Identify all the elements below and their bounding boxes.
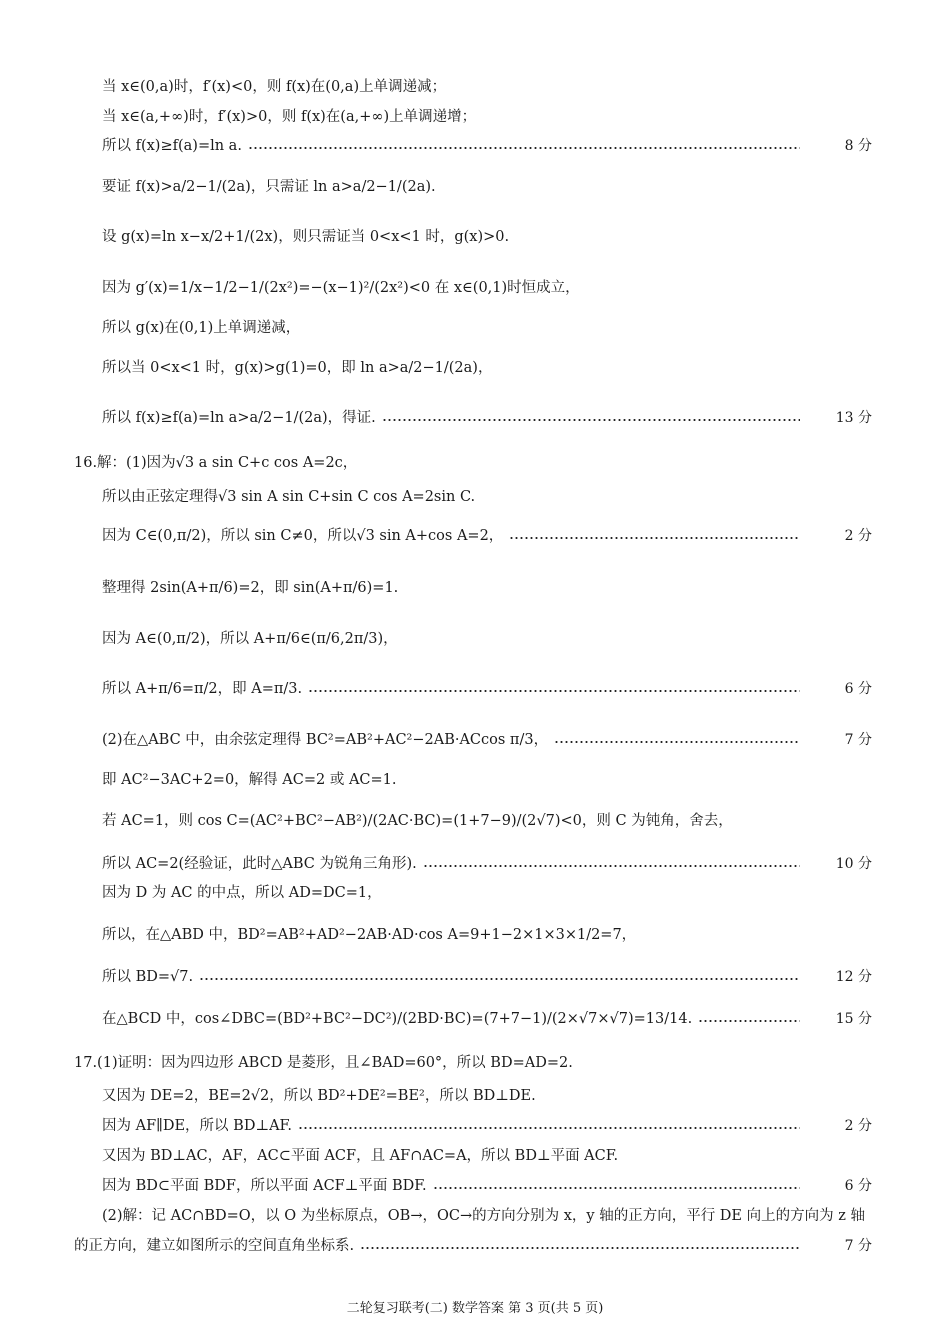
solution-line: [0, 222, 950, 252]
dot-leader: [248, 147, 800, 149]
solution-line: [0, 102, 950, 132]
solution-line: [0, 1141, 950, 1171]
solution-line: [0, 1111, 950, 1141]
score-label: 2 分: [844, 528, 872, 544]
line-text: 16.解：(1)因为√3 a sin C+c cos A=2c，: [74, 455, 358, 471]
line-text: 若 AC=1，则 cos C=(AC²+BC²−AB²)/(2AC·BC)=(1+7−9)/(2√7)<0，则 C 为钝角，舍去，: [102, 813, 733, 829]
line-text: 因为 g′(x)=1/x−1/2−1/(2x²)=−(x−1)²/(2x²)<0 在 x∈(0,1)时恒成立，: [102, 280, 580, 296]
line-text: 所以 A+π/6=π/2，即 A=π/3.: [102, 681, 303, 697]
line-text: 因为 C∈(0,π/2)，所以 sin C≠0，所以√3 sin A+cos A=2，: [102, 528, 504, 544]
solution-line: [0, 765, 950, 795]
solution-line: [0, 624, 950, 654]
line-text: 所以 f(x)≥f(a)=ln a.: [102, 138, 242, 154]
dot-leader: [298, 1127, 800, 1129]
score-label: 12 分: [835, 969, 872, 985]
line-text: 因为 AF∥DE，所以 BD⊥AF.: [102, 1118, 292, 1134]
dot-leader: [698, 1020, 800, 1022]
line-text: 在△BCD 中，cos∠DBC=(BD²+BC²−DC²)/(2BD·BC)=(7+7−1)/(2×√7×√7)=13/14.: [102, 1011, 693, 1027]
line-text: 当 x∈(0,a)时，f′(x)<0，则 f(x)在(0,a)上单调递减；: [102, 79, 447, 95]
line-text: 因为 D 为 AC 的中点，所以 AD=DC=1，: [102, 885, 382, 901]
score-label: 10 分: [835, 856, 872, 872]
score-label: 15 分: [835, 1011, 872, 1027]
line-text: 又因为 DE=2，BE=2√2，所以 BD²+DE²=BE²，所以 BD⊥DE.: [102, 1088, 536, 1104]
solution-line: [0, 1171, 950, 1201]
question-heading: [0, 1048, 950, 1078]
line-text: 整理得 2sin(A+π/6)=2，即 sin(A+π/6)=1.: [102, 580, 399, 596]
solution-line: [0, 131, 950, 161]
solution-line: [0, 1081, 950, 1111]
page-footer: 二轮复习联考(二) 数学答案 第 3 页(共 5 页): [346, 1301, 604, 1316]
dot-leader: [360, 1247, 800, 1249]
line-text: 所以 f(x)≥f(a)=ln a>a/2−1/(2a)，得证.: [102, 410, 376, 426]
line-text: 又因为 BD⊥AC，AF，AC⊂平面 ACF，且 AF∩AC=A，所以 BD⊥平面 ACF.: [102, 1148, 619, 1164]
solution-line: [0, 482, 950, 512]
solution-line: [0, 573, 950, 603]
solution-line: [0, 1231, 950, 1261]
score-label: 7 分: [844, 1238, 872, 1254]
line-text: 当 x∈(a,+∞)时，f′(x)>0，则 f(x)在(a,+∞)上单调递增；: [102, 109, 477, 125]
solution-line: [0, 1201, 950, 1231]
solution-line: [0, 806, 950, 836]
solution-line: [0, 273, 950, 303]
solution-line: [0, 172, 950, 202]
line-text: 设 g(x)=ln x−x/2+1/(2x)，则只需证当 0<x<1 时，g(x)>0.: [102, 229, 510, 245]
line-text: 即 AC²−3AC+2=0，解得 AC=2 或 AC=1.: [102, 772, 397, 788]
line-text: 所以当 0<x<1 时，g(x)>g(1)=0，即 ln a>a/2−1/(2a)，: [102, 360, 493, 376]
score-label: 8 分: [844, 138, 872, 154]
dot-leader: [199, 978, 800, 980]
solution-line: [0, 353, 950, 383]
dot-leader: [382, 419, 800, 421]
line-text: 因为 A∈(0,π/2)，所以 A+π/6∈(π/6,2π/3)，: [102, 631, 398, 647]
solution-line: [0, 849, 950, 879]
solution-line: [0, 521, 950, 551]
line-text: 所以 BD=√7.: [102, 969, 194, 985]
solution-line: [0, 72, 950, 102]
solution-line: [0, 403, 950, 433]
line-text: (2)在△ABC 中，由余弦定理得 BC²=AB²+AC²−2AB·ACcos π/3，: [102, 732, 549, 748]
line-text: 所以 AC=2(经验证，此时△ABC 为锐角三角形).: [102, 856, 417, 872]
score-label: 13 分: [835, 410, 872, 426]
line-text: (2)解：记 AC∩BD=O，以 O 为坐标原点，OB→，OC→的方向分别为 x，y 轴的正方向，平行 DE 向上的方向为 z 轴: [102, 1208, 865, 1224]
line-text: 所以，在△ABD 中，BD²=AB²+AD²−2AB·AD·cos A=9+1−2×1×3×1/2=7，: [102, 927, 637, 943]
line-text: 所以由正弦定理得√3 sin A sin C+sin C cos A=2sin C.: [102, 489, 476, 505]
dot-leader: [423, 865, 800, 867]
dot-leader: [433, 1187, 800, 1189]
score-label: 6 分: [844, 681, 872, 697]
line-text: 因为 BD⊂平面 BDF，所以平面 ACF⊥平面 BDF.: [102, 1178, 427, 1194]
solution-line: [0, 920, 950, 950]
solution-line: [0, 1004, 950, 1034]
question-heading: [0, 448, 950, 478]
line-text: 的正方向，建立如图所示的空间直角坐标系.: [74, 1238, 355, 1254]
dot-leader: [554, 741, 800, 743]
solution-line: [0, 725, 950, 755]
solution-line: [0, 962, 950, 992]
score-label: 2 分: [844, 1118, 872, 1134]
solution-line: [0, 313, 950, 343]
dot-leader: [308, 690, 800, 692]
line-text: 17.(1)证明：因为四边形 ABCD 是菱形，且∠BAD=60°，所以 BD=AD=2.: [74, 1055, 573, 1071]
line-text: 所以 g(x)在(0,1)上单调递减，: [102, 320, 301, 336]
score-label: 6 分: [844, 1178, 872, 1194]
line-text: 要证 f(x)>a/2−1/(2a)，只需证 ln a>a/2−1/(2a).: [102, 179, 436, 195]
solution-line: [0, 674, 950, 704]
solution-line: [0, 878, 950, 908]
score-label: 7 分: [844, 732, 872, 748]
dot-leader: [509, 537, 800, 539]
